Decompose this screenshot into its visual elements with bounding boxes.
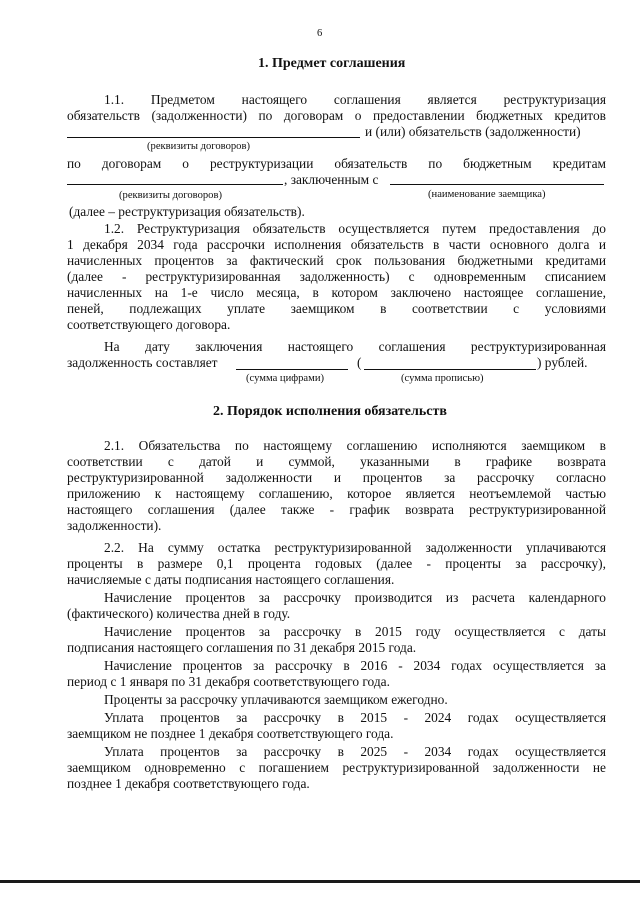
blank-sum-digits [236,369,348,370]
clause-2-2-line-3: начисляемые с даты подписания настоящего соглашения. [67,572,395,587]
clause-1-3-line-2-start: задолженность составляет [67,355,218,370]
clause-2-3-line-1: Начисление процентов за рассрочку производится из расчета календарного [104,590,606,605]
blank-sum-words [364,369,536,370]
clause-2-1-line-3: реструктуризированной задолженности и процентов за рассрочку согласно [67,470,606,485]
clause-1-1-line-2: обязательств (задолженности) по договорам о предоставлении бюджетных кредитов [67,108,606,123]
clause-1-2-line-3: начисленных процентов за фактический срок пользования бюджетными кредитами [67,253,606,268]
blank-contract-details-2 [67,184,283,185]
clause-2-1-line-6: задолженности). [67,518,162,533]
clause-2-1-line-4: приложению к настоящему соглашению, которое является неотъемлемой частью [67,486,606,501]
clause-2-5-line-2: период с 1 января по 31 декабря соответствующего года. [67,674,390,689]
caption-sum-words: (сумма прописью) [401,373,484,384]
clause-1-2-line-7: соответствующего договора. [67,317,231,332]
clause-2-3-line-2: (фактического) количества дней в году. [67,606,291,621]
clause-1-2-line-1: 1.2. Реструктуризация обязательств осуществляется путем предоставления до [104,221,606,236]
clause-2-6-line-1: Проценты за рассрочку уплачиваются заемщиком ежегодно. [104,692,448,707]
clause-2-4-line-2: подписания настоящего соглашения по 31 декабря 2015 года. [67,640,417,655]
clause-1-2-line-6: пеней, подлежащих уплате заемщиком в соответствии с условиями [67,301,606,316]
page-number: 6 [317,28,323,39]
clause-1-3-line-1: На дату заключения настоящего соглашения реструктуризированная [104,339,606,354]
clause-2-2-line-1: 2.2. На сумму остатка реструктуризированной задолженности уплачиваются [104,540,606,555]
clause-1-1-line-3-tail: и (или) обязательств (задолженности) [365,124,581,139]
clause-2-8-line-2: заемщиком одновременно с погашением реструктуризированной задолженности не [67,760,606,775]
section-2-heading: 2. Порядок исполнения обязательств [213,404,447,419]
clause-1-1-line-5-mid: , заключенным с [284,172,379,187]
clause-1-3-open-paren: ( [357,355,362,370]
clause-1-1-line-6: (далее – реструктуризация обязательств). [69,204,305,219]
clause-1-3-line-2-end: ) рублей. [537,355,588,370]
scan-footer-rule [0,880,640,883]
clause-2-8-line-1: Уплата процентов за рассрочку в 2025 - 2034 годах осуществляется [104,744,606,759]
clause-2-1-line-1: 2.1. Обязательства по настоящему соглашению исполняются заемщиком в [104,438,606,453]
clause-2-1-line-5: настоящего соглашения (далее также - график возврата реструктуризированной [67,502,606,517]
section-1-heading: 1. Предмет соглашения [258,56,406,71]
caption-borrower-name: (наименование заемщика) [428,189,546,200]
clause-2-7-line-1: Уплата процентов за рассрочку в 2015 - 2024 годах осуществляется [104,710,606,725]
clause-2-2-line-2: проценты в размере 0,1 процента годовых (далее - проценты за рассрочку), [67,556,606,571]
clause-1-1-line-4: по договорам о реструктуризации обязательств по бюджетным кредитам [67,156,606,171]
caption-sum-digits: (сумма цифрами) [246,373,325,384]
clause-2-7-line-2: заемщиком не позднее 1 декабря соответствующего года. [67,726,394,741]
clause-2-4-line-1: Начисление процентов за рассрочку в 2015 году осуществляется с даты [104,624,606,639]
clause-1-2-line-4: (далее - реструктуризированная задолженность) с одновременным списанием [67,269,606,284]
clause-2-1-line-2: соответствии с датой и суммой, указанными в графике возврата [67,454,606,469]
clause-1-1-line-1: 1.1. Предметом настоящего соглашения является реструктуризация [104,92,606,107]
clause-1-2-line-5: начисленных на 1-е число месяца, в котором заключено настоящее соглашение, [67,285,606,300]
caption-contract-details-2: (реквизиты договоров) [119,190,223,201]
clause-2-8-line-3: позднее 1 декабря соответствующего года. [67,776,310,791]
blank-contract-details-1 [67,137,360,138]
blank-borrower-name [390,184,604,185]
caption-contract-details-1: (реквизиты договоров) [147,141,251,152]
clause-1-2-line-2: 1 декабря 2034 года рассрочки исполнения обязательств в части основного долга и [67,237,606,252]
clause-2-5-line-1: Начисление процентов за рассрочку в 2016 - 2034 годах осуществляется за [104,658,606,673]
